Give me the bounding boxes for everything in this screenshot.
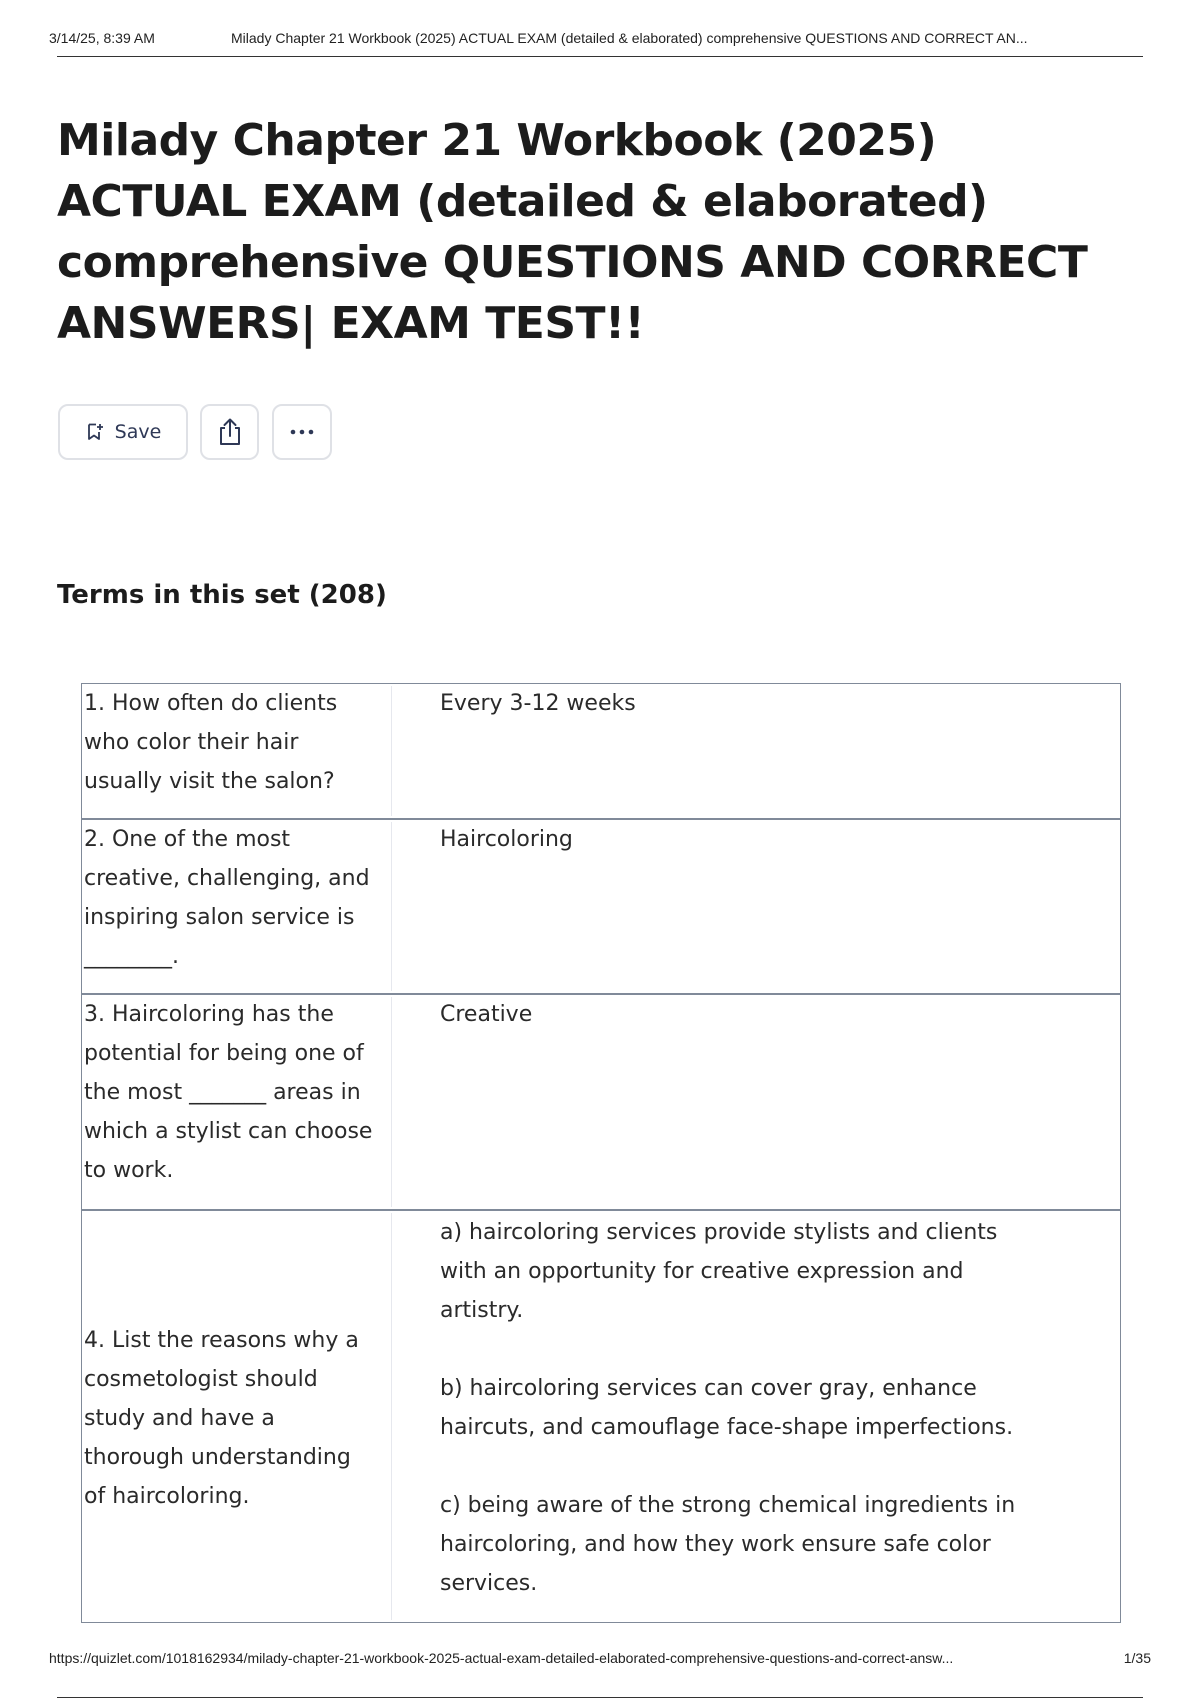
term-card bbox=[81, 683, 1121, 819]
share-icon bbox=[216, 417, 244, 447]
save-button-label: Save bbox=[114, 421, 162, 443]
page-title: Milady Chapter 21 Workbook (2025) ACTUAL EXAM (detailed & elaborated) comprehensive QUESTIONS AND CORRECT ANSWERS| EXAM TEST!! bbox=[57, 115, 1088, 349]
term-card bbox=[81, 994, 1121, 1210]
footer-rule bbox=[57, 1697, 1143, 1698]
term-card bbox=[81, 1210, 1121, 1623]
page-number: 1/35 bbox=[1123, 1650, 1151, 1666]
card-divider bbox=[391, 686, 392, 816]
terms-heading: Terms in this set (208) bbox=[57, 580, 387, 610]
definition-text: Every 3-12 weeks bbox=[440, 691, 636, 716]
print-header bbox=[49, 28, 1145, 50]
print-datetime: 3/14/25, 8:39 AM bbox=[49, 30, 155, 46]
definition-text: a) haircoloring services provide stylists and clients with an opportunity for creative expression and artistry. b) haircoloring services can cover gray, enhance haircuts, and camouflage face-shape imperfections. c) being aware of the strong chemical ingredients in haircoloring, and how they work ensure safe color services. bbox=[440, 1220, 1016, 1596]
more-options-button[interactable] bbox=[272, 404, 332, 460]
page-url: https://quizlet.com/1018162934/milady-chapter-21-workbook-2025-actual-exam-detailed-elaborated-comprehensive-questions-and-correct-answ... bbox=[49, 1650, 954, 1666]
bookmark-plus-icon bbox=[85, 422, 105, 442]
term-card bbox=[81, 819, 1121, 994]
card-divider bbox=[391, 997, 392, 1207]
print-document-title: Milady Chapter 21 Workbook (2025) ACTUAL EXAM (detailed & elaborated) comprehensive QUESTIONS AND CORRECT AN... bbox=[231, 30, 1028, 46]
share-button[interactable] bbox=[200, 404, 259, 460]
terms-list bbox=[81, 683, 1121, 1623]
term-text: 2. One of the most creative, challenging, and inspiring salon service is ________. bbox=[84, 827, 370, 969]
save-button[interactable] bbox=[58, 404, 188, 460]
definition-text: Haircoloring bbox=[440, 827, 573, 852]
definition-text: Creative bbox=[440, 1002, 533, 1027]
more-dots-icon bbox=[289, 428, 315, 436]
term-text: 1. How often do clients who color their hair usually visit the salon? bbox=[84, 691, 338, 794]
term-text: 3. Haircoloring has the potential for being one of the most _______ areas in which a stylist can choose to work. bbox=[84, 1002, 373, 1183]
print-footer bbox=[49, 1648, 1151, 1670]
header-rule bbox=[57, 56, 1143, 57]
term-text: 4. List the reasons why a cosmetologist should study and have a thorough understanding of haircoloring. bbox=[84, 1328, 359, 1509]
card-divider bbox=[391, 822, 392, 991]
card-divider bbox=[391, 1213, 392, 1620]
